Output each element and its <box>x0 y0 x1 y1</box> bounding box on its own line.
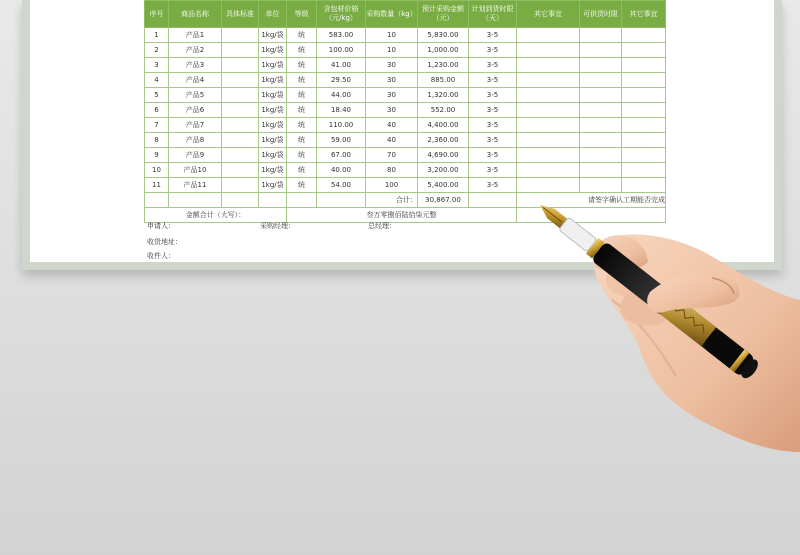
general-manager-label: 总经理： <box>368 222 396 230</box>
cell-price[interactable]: 583.00 <box>317 28 366 43</box>
cell-amount[interactable]: 1,000.00 <box>418 43 469 58</box>
cell-grade[interactable]: 统 <box>287 133 317 148</box>
applicant-label: 申请人： <box>147 222 175 230</box>
cell-name[interactable]: 产品1 <box>169 28 222 43</box>
cell-days[interactable]: 3-5 <box>469 118 517 133</box>
cell-amount[interactable]: 5,400.00 <box>418 178 469 193</box>
cell-no[interactable]: 7 <box>145 118 169 133</box>
cell-amount[interactable]: 3,200.00 <box>418 163 469 178</box>
cell-unit[interactable]: 1kg/袋 <box>259 148 287 163</box>
cell-qty[interactable]: 80 <box>366 163 418 178</box>
cell-grade[interactable]: 统 <box>287 88 317 103</box>
cell-name[interactable]: 产品4 <box>169 73 222 88</box>
column-header-grade: 等级 <box>287 1 317 28</box>
cell-name[interactable]: 产品2 <box>169 43 222 58</box>
cell-no[interactable]: 4 <box>145 73 169 88</box>
cell-qty[interactable]: 30 <box>366 73 418 88</box>
column-header-other1: 其它事宜 <box>517 1 580 28</box>
cell-grade[interactable]: 统 <box>287 163 317 178</box>
column-header-amount: 预计采购金额（元） <box>418 1 469 28</box>
cell-days[interactable]: 3-5 <box>469 103 517 118</box>
cell-grade[interactable]: 统 <box>287 43 317 58</box>
total-amount: 30,867.00 <box>418 193 469 208</box>
cell-grade[interactable]: 统 <box>287 58 317 73</box>
cell-no[interactable]: 2 <box>145 43 169 58</box>
cell-unit[interactable]: 1kg/袋 <box>259 118 287 133</box>
cell-days[interactable]: 3-5 <box>469 148 517 163</box>
column-header-supply: 可供货时限 <box>580 1 622 28</box>
cell-price[interactable]: 110.00 <box>317 118 366 133</box>
cell-days[interactable]: 3-5 <box>469 43 517 58</box>
cell-grade[interactable]: 统 <box>287 118 317 133</box>
cell-grade[interactable]: 统 <box>287 103 317 118</box>
cell-unit[interactable]: 1kg/袋 <box>259 163 287 178</box>
cell-qty[interactable]: 40 <box>366 133 418 148</box>
cell-unit[interactable]: 1kg/袋 <box>259 133 287 148</box>
cell-no[interactable]: 3 <box>145 58 169 73</box>
cell-days[interactable]: 3-5 <box>469 28 517 43</box>
cell-price[interactable]: 67.00 <box>317 148 366 163</box>
cell-grade[interactable]: 统 <box>287 148 317 163</box>
cell-days[interactable]: 3-5 <box>469 88 517 103</box>
cell-grade[interactable]: 统 <box>287 178 317 193</box>
cell-no[interactable]: 8 <box>145 133 169 148</box>
cell-days[interactable]: 3-5 <box>469 58 517 73</box>
cell-amount[interactable]: 5,830.00 <box>418 28 469 43</box>
cell-no[interactable]: 11 <box>145 178 169 193</box>
cell-qty[interactable]: 10 <box>366 43 418 58</box>
cell-amount[interactable]: 4,690.00 <box>418 148 469 163</box>
cell-amount[interactable]: 885.00 <box>418 73 469 88</box>
column-header-no: 序号 <box>145 1 169 28</box>
cell-name[interactable]: 产品3 <box>169 58 222 73</box>
cell-unit[interactable]: 1kg/袋 <box>259 73 287 88</box>
cell-qty[interactable]: 30 <box>366 103 418 118</box>
cell-price[interactable]: 54.00 <box>317 178 366 193</box>
cell-qty[interactable]: 30 <box>366 88 418 103</box>
cell-grade[interactable]: 统 <box>287 73 317 88</box>
cell-amount[interactable]: 1,230.00 <box>418 58 469 73</box>
column-header-other2: 其它事宜 <box>622 1 666 28</box>
cell-amount[interactable]: 4,400.00 <box>418 118 469 133</box>
receiver-label: 收件人： <box>147 252 175 260</box>
cell-qty[interactable]: 10 <box>366 28 418 43</box>
cell-amount[interactable]: 2,360.00 <box>418 133 469 148</box>
cell-price[interactable]: 18.40 <box>317 103 366 118</box>
cell-name[interactable]: 产品8 <box>169 133 222 148</box>
cell-days[interactable]: 3-5 <box>469 178 517 193</box>
cell-unit[interactable]: 1kg/袋 <box>259 178 287 193</box>
cell-no[interactable]: 10 <box>145 163 169 178</box>
cell-price[interactable]: 41.00 <box>317 58 366 73</box>
cell-qty[interactable]: 30 <box>366 58 418 73</box>
cell-price[interactable]: 44.00 <box>317 88 366 103</box>
cell-name[interactable]: 产品5 <box>169 88 222 103</box>
cell-unit[interactable]: 1kg/袋 <box>259 103 287 118</box>
cell-no[interactable]: 6 <box>145 103 169 118</box>
cell-days[interactable]: 3-5 <box>469 163 517 178</box>
cell-qty[interactable]: 100 <box>366 178 418 193</box>
purchasing-manager-label: 采购经理： <box>260 222 295 230</box>
confirmation-note: 请签字确认工期能否完成 <box>517 193 666 208</box>
cell-name[interactable]: 产品9 <box>169 148 222 163</box>
column-header-unit: 单位 <box>259 1 287 28</box>
cell-name[interactable]: 产品7 <box>169 118 222 133</box>
column-header-price: 含包材价格（元/kg） <box>317 1 366 28</box>
cell-no[interactable]: 1 <box>145 28 169 43</box>
cell-amount[interactable]: 1,320.00 <box>418 88 469 103</box>
cell-price[interactable]: 100.00 <box>317 43 366 58</box>
cell-qty[interactable]: 40 <box>366 118 418 133</box>
cell-name[interactable]: 产品6 <box>169 103 222 118</box>
cell-price[interactable]: 59.00 <box>317 133 366 148</box>
column-header-spec: 具体标准 <box>222 1 259 28</box>
cell-name[interactable]: 产品10 <box>169 163 222 178</box>
cell-grade[interactable]: 统 <box>287 28 317 43</box>
cell-price[interactable]: 29.50 <box>317 73 366 88</box>
total-label: 合计： <box>366 193 418 208</box>
cell-amount[interactable]: 552.00 <box>418 103 469 118</box>
amount-in-words-value[interactable]: 叁万零捌佰陆拾柒元整 <box>287 208 517 223</box>
delivery-address-label: 收货地址： <box>147 238 182 246</box>
column-header-days: 计划到货时限（天） <box>469 1 517 28</box>
cell-unit[interactable]: 1kg/袋 <box>259 43 287 58</box>
cell-no[interactable]: 5 <box>145 88 169 103</box>
cell-price[interactable]: 40.00 <box>317 163 366 178</box>
cell-name[interactable]: 产品11 <box>169 178 222 193</box>
cell-no[interactable]: 9 <box>145 148 169 163</box>
amount-in-words-label: 金额合计（大写）： <box>145 208 287 223</box>
cell-unit[interactable]: 1kg/袋 <box>259 58 287 73</box>
cell-days[interactable]: 3-5 <box>469 133 517 148</box>
cell-unit[interactable]: 1kg/袋 <box>259 88 287 103</box>
column-header-name: 商品名称 <box>169 1 222 28</box>
cell-qty[interactable]: 70 <box>366 148 418 163</box>
column-header-qty: 采购数量（kg） <box>366 1 418 28</box>
cell-unit[interactable]: 1kg/袋 <box>259 28 287 43</box>
cell-days[interactable]: 3-5 <box>469 73 517 88</box>
